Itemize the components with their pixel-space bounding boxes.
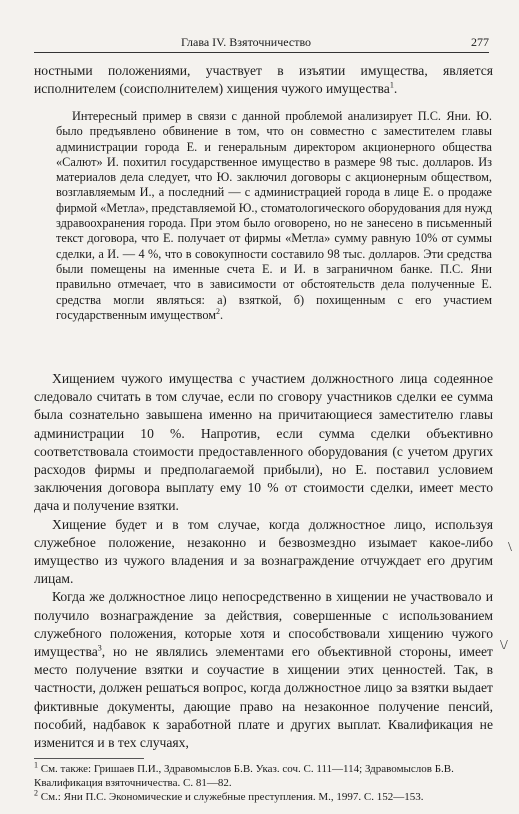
paragraph-embezzlement: Хищением чужого имущества с участием должностного лица содеянное следовало считать в том случае, если по сговору участников сделки ее сумма была сознательно завышена именно на причитающиеся заместителю главы администрации 10 %. Напротив, если сумма сделки объективно соответствовала стоимости предоставленного оборудования (с учетом других расходов фирмы и предполагаемой прибыли), но Е. поставил условием заключения договора выплату ему 10 % от стоимости сделки, имеет место дача и получение взятки. (34, 371, 493, 514)
page-number: 277 (471, 35, 489, 49)
intro-paragraph: ностными положениями, участвует в изъятии имущества, является исполнителем (соисполнителем) хищения чужого имущества$^1$. (34, 63, 493, 97)
quote-text: Интересный пример в связи с данной проблемой анализирует П.С. Яни. Ю. было предъявлено обвинение в том, что он совместно с заместителем главы администрации города Е. и генеральным директором акционерного общества «Салют» И. похитил государственное имущество в размере 98 тыс. долларов. Из материалов дела следует, что Ю. заключил договоры с акционерным обществом, возглавляемым И., а последний — с администрацией города в лице Е. о продаже фирмой «Метла», представляемой Ю., стоматологического оборудования для нужд здравоохранения города. При этом было оговорено, но не занесено в письменный текст договора, что Е. получает от фирмы «Метла» сумму равную 10% от суммы сделки, а И. — 4 %, что в совокупности составило 98 тыс. долларов. Эти средства были помещены на именные счета Е. и И. в заграничном банке. П.С. Яни правильно отмечает, что в зависимости от обстоятельств дела полученные Е. средства могли являться: а) взяткой, б) похищенным с его участием государственным имуществом (56, 109, 492, 322)
quoted-example: Интересный пример в связи с данной проблемой анализирует П.С. Яни. Ю. было предъявлено обвинение в том, что он совместно с заместителем главы администрации города Е. и генеральным директором акционерного общества «Салют» И. похитил государственное имущество в размере 98 тыс. долларов. Из материалов дела следует, что Ю. заключил договоры с акционерным обществом, возглавляемым И., а последний — с администрацией города в лице Е. о продаже фирмой «Метла», представляемой Ю., стоматологического оборудования для нужд здравоохранения города. При этом было оговорено, но не занесено в письменный текст договора, что Е. получает от фирмы «Метла» сумму равную 10% от суммы сделки, а И. — 4 %, что в совокупности составило 98 тыс. долларов. Эти средства были помещены на именные счета Е. и И. в заграничном банке. П.С. Яни правильно отмечает, что в зависимости от обстоятельств дела полученные Е. средства могли являться: а) взяткой, б) похищенным с его участием государственным имуществом$^2$. (56, 109, 492, 322)
footnote-ref-2: 2 (216, 306, 221, 316)
footnote-ref-3: 3 (97, 643, 102, 653)
chapter-title: Глава IV. Взяточничество (181, 35, 312, 49)
intro-text: ностными положениями, участвует в изъятии имущества, является исполнителем (соисполнителем) хищения чужого имущества (34, 63, 493, 97)
pencil-mark: \ (508, 540, 512, 555)
running-header (34, 34, 489, 53)
footnote-1: $^1$ См. также: Гришаев П.И., Здравомыслов Б.В. Указ. соч. С. 111—114; Здравомыслов Б.В. Квалификация взяточничества. С. 81—82. (34, 760, 454, 789)
paragraph-bribe-start: Когда же должностное лицо непосредственно в хищении не участвовало и получило вознаграждение за действия, совершенные с использованием служебного положения, которые хотя и способствовали хищению чужого имущества (34, 589, 493, 660)
footnote-ref-1: 1 (389, 80, 394, 90)
footnote-2: $^2$ См.: Яни П.С. Экономические и служебные преступления. М., 1997. С. 152—153. (34, 788, 424, 803)
paragraph-theft: Хищение будет и в том случае, когда должностное лицо, используя служебное положение, незаконно и безвозмездно изымает какое-либо имущество из чужого владения и за вознаграждение отчуждает его другим лицам. (34, 516, 493, 587)
paragraph-bribe-end: , но не являлись элементами его объективной стороны, имеет место получение взятки и соучастие в хищении этих ценностей. Так, в частности, должен решаться вопрос, когда должностное лицо за взятки выдает фиктивные документы, дающие право на незаконное получение пенсий, пособий, надбавок к заработной плате и других выплат. Квалификация не изменится и в тех случаях, (34, 644, 493, 751)
footnote-rule (34, 758, 144, 759)
pencil-mark: \/ (500, 638, 508, 653)
footnotes (34, 760, 493, 804)
paragraph-bribe (34, 588, 493, 752)
main-text (34, 370, 493, 752)
